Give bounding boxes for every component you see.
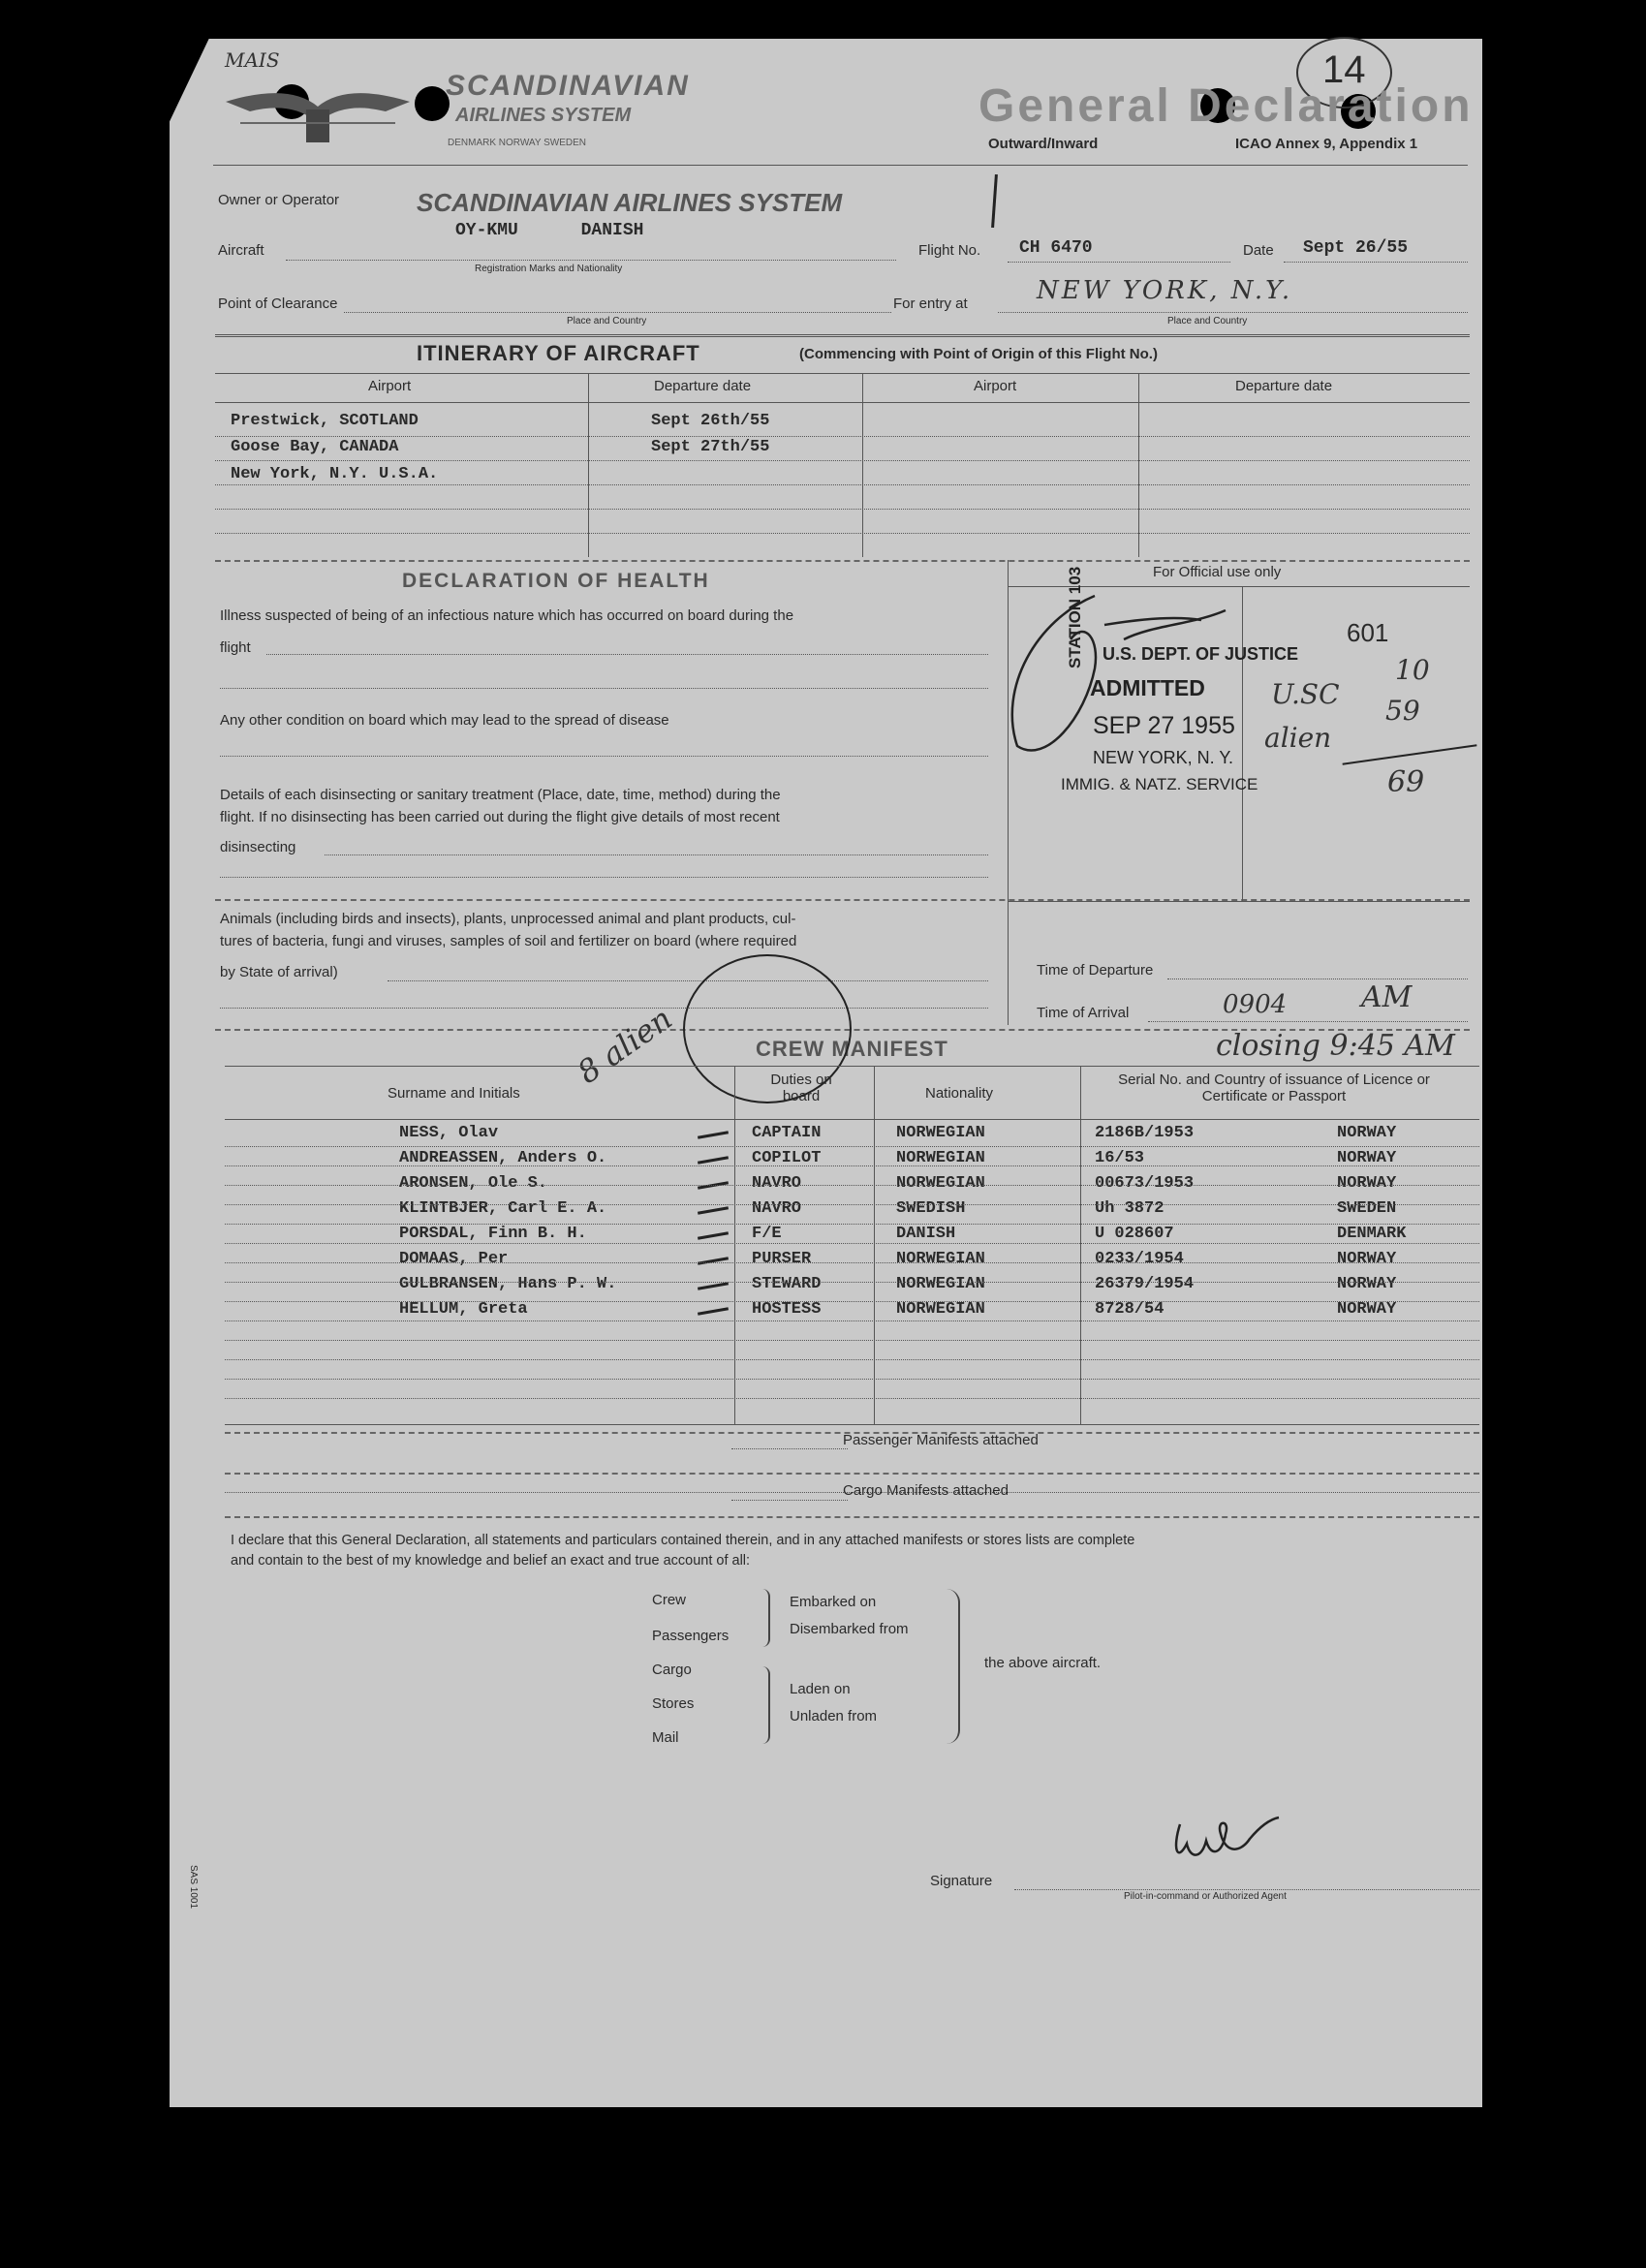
crew-cell-nationality: NORWEGIAN bbox=[896, 1250, 985, 1268]
crew-cell-nationality: NORWEGIAN bbox=[896, 1275, 985, 1293]
itinerary-title: ITINERARY OF AIRCRAFT bbox=[417, 341, 700, 365]
entry-label: For entry at bbox=[893, 295, 968, 312]
itin-header-date-2: Departure date bbox=[1235, 378, 1333, 394]
admitted-stamp-line1: U.S. DEPT. OF JUSTICE bbox=[1103, 644, 1299, 664]
crew-cell-serial: U 028607 bbox=[1095, 1225, 1174, 1243]
crew-cell-country: NORWAY bbox=[1337, 1300, 1397, 1319]
entry-value: NEW YORK, N.Y. bbox=[1037, 276, 1293, 305]
official-n10: 10 bbox=[1395, 654, 1430, 686]
health-q2: Any other condition on board which may lead to the spread of disease bbox=[220, 712, 669, 729]
crew-header-duties: Duties on board bbox=[770, 1072, 832, 1104]
declaration-passengers: Passengers bbox=[652, 1628, 730, 1644]
crew-cell-name: DOMAAS, Per bbox=[399, 1250, 509, 1268]
declaration-above-aircraft: the above aircraft. bbox=[984, 1655, 1102, 1671]
official-alien: alien bbox=[1264, 722, 1332, 754]
crew-cell-name: ANDREASSEN, Anders O. bbox=[399, 1149, 607, 1167]
declaration-crew: Crew bbox=[652, 1592, 687, 1608]
airline-name-line2: AIRLINES SYSTEM bbox=[455, 105, 632, 126]
crew-cell-country: NORWAY bbox=[1337, 1275, 1397, 1293]
crew-cell-name: ARONSEN, Ole S. bbox=[399, 1174, 548, 1193]
officer-initials bbox=[978, 581, 1298, 765]
official-number: 601 bbox=[1347, 618, 1389, 647]
crew-cell-duty: CAPTAIN bbox=[752, 1124, 822, 1142]
itin-row-airport: Goose Bay, CANADA bbox=[231, 438, 399, 456]
itin-row-date: Sept 27th/55 bbox=[651, 438, 770, 456]
declaration-disembarked: Disembarked from bbox=[790, 1621, 909, 1637]
airline-logo-icon bbox=[221, 73, 415, 150]
form-title: General Declaration bbox=[978, 80, 1474, 132]
crew-cell-nationality: NORWEGIAN bbox=[896, 1149, 985, 1167]
arrival-time-am: AM bbox=[1361, 980, 1413, 1014]
crew-cell-nationality: SWEDISH bbox=[896, 1199, 966, 1218]
official-n59: 59 bbox=[1385, 695, 1420, 727]
itin-row-airport: New York, N.Y. U.S.A. bbox=[231, 465, 439, 483]
crew-header-name: Surname and Initials bbox=[388, 1085, 520, 1102]
crew-cell-name: HELLUM, Greta bbox=[399, 1300, 528, 1319]
icao-annex: ICAO Annex 9, Appendix 1 bbox=[1235, 136, 1418, 152]
itin-header-airport-2: Airport bbox=[974, 378, 1017, 394]
crew-cell-duty: HOSTESS bbox=[752, 1300, 822, 1319]
crew-cell-serial: Uh 3872 bbox=[1095, 1199, 1165, 1218]
aircraft-sublabel: Registration Marks and Nationality bbox=[475, 264, 623, 274]
declaration-brace bbox=[759, 1666, 770, 1744]
aircraft-value: OY-KMU DANISH bbox=[455, 221, 644, 240]
crew-cell-serial: 26379/1954 bbox=[1095, 1275, 1195, 1293]
declaration-stores: Stores bbox=[652, 1695, 695, 1712]
admitted-stamp-line5: IMMIG. & NATZ. SERVICE bbox=[1061, 775, 1258, 793]
form-code: SAS 1001 bbox=[188, 1865, 199, 1910]
declaration-line1: I declare that this General Declaration, all statements and particulars contained therein, and in any attached manifests or stores lists are complete bbox=[231, 1533, 1135, 1548]
health-q4: Animals (including birds and insects), plants, unprocessed animal and plant products, cul- bbox=[220, 911, 796, 927]
crew-cell-country: NORWAY bbox=[1337, 1124, 1397, 1142]
entry-sublabel: Place and Country bbox=[1167, 316, 1248, 326]
crew-cell-serial: 16/53 bbox=[1095, 1149, 1145, 1167]
crew-cell-duty: STEWARD bbox=[752, 1275, 822, 1293]
owner-label: Owner or Operator bbox=[218, 192, 340, 208]
crew-cell-nationality: NORWEGIAN bbox=[896, 1300, 985, 1319]
airline-countries: DENMARK NORWAY SWEDEN bbox=[448, 138, 586, 148]
crew-cell-duty: F/E bbox=[752, 1225, 782, 1243]
date-value: Sept 26/55 bbox=[1303, 238, 1409, 258]
departure-time-label: Time of Departure bbox=[1037, 962, 1154, 979]
crew-cell-duty: NAVRO bbox=[752, 1174, 802, 1193]
health-q1: Illness suspected of being of an infectious nature which has occurred on board during the bbox=[220, 607, 794, 624]
admitted-stamp-side: STATION 103 bbox=[1066, 566, 1084, 668]
form-subtitle: Outward/Inward bbox=[988, 136, 1099, 152]
crew-cell-duty: NAVRO bbox=[752, 1199, 802, 1218]
arrival-time-label: Time of Arrival bbox=[1037, 1005, 1130, 1021]
crew-cell-serial: 00673/1953 bbox=[1095, 1174, 1195, 1193]
flight-value: CH 6470 bbox=[1019, 238, 1093, 258]
crew-cell-country: SWEDEN bbox=[1337, 1199, 1397, 1218]
itin-header-airport-1: Airport bbox=[368, 378, 412, 394]
itin-row-date: Sept 26th/55 bbox=[651, 412, 770, 430]
closing-time-note: closing 9:45 AM bbox=[1216, 1029, 1455, 1063]
declaration-mail: Mail bbox=[652, 1729, 679, 1746]
official-use-title: For Official use only bbox=[1153, 564, 1282, 580]
declaration-brace bbox=[759, 1589, 770, 1647]
official-usc: U.SC bbox=[1271, 678, 1340, 710]
crew-cell-nationality: DANISH bbox=[896, 1225, 956, 1243]
declaration-laden: Laden on bbox=[790, 1681, 851, 1697]
crew-cell-duty: PURSER bbox=[752, 1250, 812, 1268]
health-q1b: flight bbox=[220, 639, 251, 656]
itin-header-date-1: Departure date bbox=[654, 378, 752, 394]
crew-cell-name: PORSDAL, Finn B. H. bbox=[399, 1225, 587, 1243]
itin-row-airport: Prestwick, SCOTLAND bbox=[231, 412, 419, 430]
admitted-stamp-line4: NEW YORK, N. Y. bbox=[1093, 748, 1234, 767]
corner-note: MAIS bbox=[225, 48, 280, 72]
admitted-stamp-line2: ADMITTED bbox=[1090, 675, 1205, 700]
signature-label: Signature bbox=[930, 1873, 993, 1889]
health-q3: Details of each disinsecting or sanitary treatment (Place, date, time, method) during the bbox=[220, 787, 781, 803]
health-title: DECLARATION OF HEALTH bbox=[402, 570, 710, 592]
airline-name: SCANDINAVIAN bbox=[446, 70, 690, 102]
cargo-manifests-label: Cargo Manifests attached bbox=[843, 1482, 1009, 1499]
declaration-line2: and contain to the best of my knowledge and belief an exact and true account of all: bbox=[231, 1553, 751, 1569]
declaration-embarked: Embarked on bbox=[790, 1594, 877, 1610]
page-number: 14 bbox=[1322, 48, 1366, 91]
crew-cell-country: DENMARK bbox=[1337, 1225, 1407, 1243]
crew-cell-country: NORWAY bbox=[1337, 1174, 1397, 1193]
crew-cell-country: NORWAY bbox=[1337, 1250, 1397, 1268]
arrival-time-value: 0904 bbox=[1223, 990, 1288, 1019]
crew-cell-name: GULBRANSEN, Hans P. W. bbox=[399, 1275, 617, 1293]
declaration-brace bbox=[945, 1589, 960, 1744]
signature-sublabel: Pilot-in-command or Authorized Agent bbox=[1124, 1891, 1287, 1902]
crew-header-nationality: Nationality bbox=[925, 1085, 994, 1102]
official-n69: 69 bbox=[1387, 765, 1425, 799]
crew-cell-duty: COPILOT bbox=[752, 1149, 822, 1167]
crew-cell-name: KLINTBJER, Carl E. A. bbox=[399, 1199, 607, 1218]
crew-cell-nationality: NORWEGIAN bbox=[896, 1124, 985, 1142]
crew-cell-nationality: NORWEGIAN bbox=[896, 1174, 985, 1193]
crew-header-serial: Serial No. and Country of issuance of Licence or Certificate or Passport bbox=[1118, 1072, 1430, 1104]
date-label: Date bbox=[1243, 242, 1274, 259]
health-q3b: flight. If no disinsecting has been carried out during the flight give details of most recent bbox=[220, 809, 780, 825]
circled-alien-text: 8 alien bbox=[571, 999, 679, 1092]
health-q4b: tures of bacteria, fungi and viruses, samples of soil and fertilizer on board (where required bbox=[220, 933, 797, 949]
passenger-manifests-label: Passenger Manifests attached bbox=[843, 1432, 1039, 1448]
aircraft-label: Aircraft bbox=[218, 242, 264, 259]
crew-cell-serial: 0233/1954 bbox=[1095, 1250, 1184, 1268]
health-q4c: by State of arrival) bbox=[220, 964, 338, 980]
clearance-label: Point of Clearance bbox=[218, 295, 338, 312]
health-q3c: disinsecting bbox=[220, 839, 296, 855]
crew-title: CREW MANIFEST bbox=[756, 1037, 948, 1061]
punch-hole bbox=[415, 86, 450, 121]
owner-value: SCANDINAVIAN AIRLINES SYSTEM bbox=[417, 188, 843, 217]
signature bbox=[1163, 1800, 1289, 1878]
crew-cell-serial: 8728/54 bbox=[1095, 1300, 1165, 1319]
itinerary-note: (Commencing with Point of Origin of this Flight No.) bbox=[799, 346, 1158, 362]
declaration-cargo: Cargo bbox=[652, 1662, 692, 1678]
clearance-sublabel: Place and Country bbox=[567, 316, 647, 326]
declaration-unladen: Unladen from bbox=[790, 1708, 878, 1724]
admitted-stamp-line3: SEP 27 1955 bbox=[1093, 712, 1235, 739]
crew-cell-serial: 2186B/1953 bbox=[1095, 1124, 1195, 1142]
crew-cell-country: NORWAY bbox=[1337, 1149, 1397, 1167]
crew-cell-name: NESS, Olav bbox=[399, 1124, 499, 1142]
flight-label: Flight No. bbox=[918, 242, 981, 259]
